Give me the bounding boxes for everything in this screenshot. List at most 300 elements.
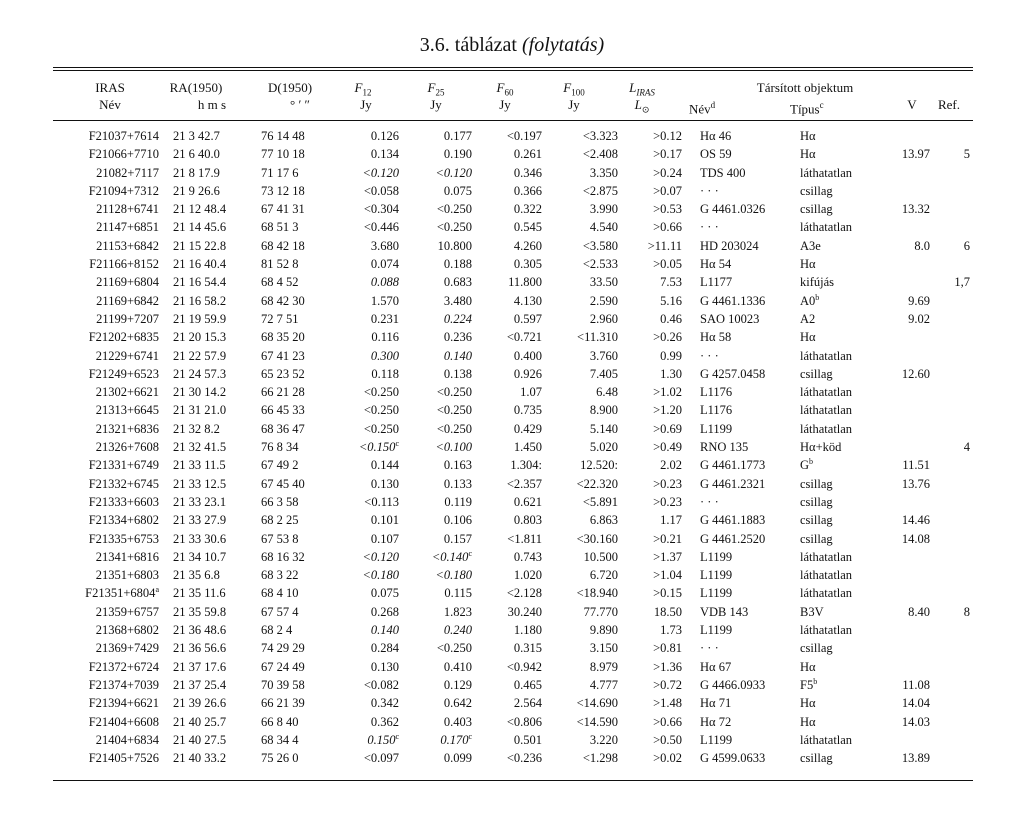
cell-v: 13.97 [901,147,930,162]
cell-dec: 66 8 40 [261,714,299,729]
cell-ref [930,511,970,529]
cell-f60: <0.806 [506,714,542,729]
cell-f25: 1.823 [443,604,472,619]
cell-name: · · · [700,494,719,509]
cell-iras: 21302+6621 [95,385,159,400]
cell-f12: <0.120 [362,549,399,564]
cell-f12: <0.150$^c$ [358,438,399,455]
cell-f60: 0.400 [513,348,542,363]
cell-ref [930,164,970,182]
cell-ref [930,255,970,273]
cell-ref [930,493,970,511]
cell-ref: 8 [963,604,970,619]
cell-type: csillag [800,494,833,509]
cell-iras: 21169+6804 [96,275,159,290]
cell-f25: 0.170$^c$ [440,731,472,747]
cell-f25: 0.190 [443,147,472,162]
cell-f100: 33.50 [589,275,618,290]
cell-f100: <30.160 [576,531,618,546]
cell-f100: 3.220 [589,732,618,747]
cell-f25: 0.188 [443,257,472,272]
cell-f60: <2.357 [506,476,542,491]
table-row [53,621,970,639]
cell-lir: >1.02 [653,385,682,400]
cell-v [888,420,930,438]
cell-f25: 0.075 [443,183,472,198]
cell-v: 11.08 [902,677,930,692]
cell-v: 14.03 [901,714,930,729]
table-row [53,438,970,456]
cell-f100: <18.940 [576,586,618,601]
cell-f25: 0.099 [443,751,472,766]
cell-type: csillag [800,531,833,546]
cell-ra: 21 33 30.6 [173,531,227,546]
cell-dec: 66 21 39 [261,696,305,711]
top-rule-inner [53,70,973,71]
cell-lir: >1.04 [653,568,682,583]
table-row [53,255,970,273]
cell-lir: >11.11 [647,238,682,253]
cell-lir: >0.23 [653,476,682,491]
cell-dec: 66 3 58 [261,494,299,509]
cell-f60: 0.501 [513,732,542,747]
cell-v [888,438,930,456]
cell-f25: 3.480 [443,293,472,308]
header-associated-object: Társított objektum [756,80,854,95]
cell-type: láthatatlan [800,220,853,235]
cell-v [888,566,930,584]
cell-type: A3e [800,238,821,253]
cell-dec: 76 14 48 [261,129,305,143]
cell-name: L1199 [700,568,733,583]
cell-lir: 1.73 [660,623,682,638]
cell-ref [930,475,970,493]
cell-f60: 0.465 [513,677,542,692]
cell-dec: 68 35 20 [261,330,305,345]
cell-name: G 4599.0633 [700,751,766,766]
cell-type: csillag [800,202,833,217]
cell-f12: 0.088 [370,275,399,290]
cell-type: láthatatlan [800,586,853,601]
cell-v: 12.60 [901,366,930,381]
cell-f100: 3.760 [589,348,618,363]
cell-iras: 21153+6842 [96,238,159,253]
cell-ra: 21 6 40.0 [173,147,220,162]
cell-type: Hα [800,129,816,143]
cell-v [888,328,930,346]
cell-ref [930,749,970,767]
cell-iras: 21199+7207 [96,311,159,326]
cell-f25: 0.133 [443,476,472,491]
cell-name: L1177 [700,275,733,290]
cell-f100: 6.720 [589,568,618,583]
cell-f100: <2.533 [582,257,618,272]
cell-ref: 1,7 [954,275,970,290]
cell-f60: 4.260 [513,238,542,253]
cell-lir: >0.50 [653,732,682,747]
cell-f12: <0.250 [363,403,399,418]
cell-ra: 21 16 54.4 [173,275,227,290]
cell-dec: 70 39 58 [261,677,305,692]
cell-lir: >0.24 [653,165,682,180]
cell-f60: 0.621 [513,494,542,509]
header-f100: $F_{100}$ [563,80,585,98]
cell-v [888,255,930,273]
table-row [53,658,970,676]
cell-dec: 67 41 31 [261,202,305,217]
cell-name: G 4461.1883 [700,513,766,528]
cell-ra: 21 30 14.2 [173,385,227,400]
cell-iras: 21341+6816 [95,549,159,564]
cell-dec: 67 45 40 [261,476,305,491]
cell-lir: >0.53 [653,202,682,217]
cell-f100: <5.891 [582,494,618,509]
cell-v [888,182,930,200]
cell-type: láthatatlan [800,732,853,747]
cell-dec: 68 4 10 [261,586,299,601]
cell-f12: <0.304 [363,202,399,217]
cell-type: láthatatlan [800,549,853,564]
cell-type: kifújás [800,275,835,290]
cell-f25: 0.115 [444,586,472,601]
header-f25-unit: Jy [430,97,442,112]
cell-name: Hα 67 [700,659,732,674]
cell-v [888,127,930,145]
cell-v: 14.08 [901,531,930,546]
cell-ref [930,548,970,566]
cell-v: 14.04 [901,696,930,711]
cell-f60: 0.322 [513,202,542,217]
cell-f60: 0.597 [513,311,542,326]
cell-dec: 67 53 8 [261,531,299,546]
cell-f12: 0.101 [370,513,399,528]
cell-dec: 67 49 2 [261,458,299,473]
cell-f25: 0.683 [443,275,472,290]
cell-ra: 21 33 23.1 [173,494,227,509]
table-row [53,639,970,657]
cell-ra: 21 31 21.0 [173,403,227,418]
cell-f60: 0.926 [513,366,542,381]
cell-type: F5$^b$ [800,676,818,692]
header-ra-units: h m s [197,97,227,112]
header-iras-name: Név [99,97,121,112]
header-f12-unit: Jy [360,97,372,112]
cell-ref [930,621,970,639]
cell-name: SAO 10023 [700,311,760,326]
cell-dec: 81 52 8 [261,257,299,272]
cell-lir: >0.17 [653,147,682,162]
cell-f12: <0.120 [362,165,399,180]
table-row [53,127,970,145]
cell-f12: 0.130 [370,476,399,491]
table-row [53,475,970,493]
cell-type: Hα [800,257,816,272]
cell-type: láthatatlan [800,403,853,418]
cell-name: L1199 [700,586,733,601]
cell-f12: 0.140 [370,623,399,638]
cell-name: G 4466.0933 [700,677,766,692]
cell-name: G 4461.1336 [700,293,766,308]
cell-v: 13.76 [901,476,930,491]
cell-v [888,273,930,291]
cell-ra: 21 12 48.4 [173,202,227,217]
cell-f100: <3.580 [582,238,618,253]
data-table-body [53,127,970,767]
cell-lir: >0.66 [653,714,682,729]
cell-ra: 21 24 57.3 [173,366,227,381]
cell-iras: 21369+7429 [95,641,159,656]
cell-type: láthatatlan [800,385,853,400]
cell-f12: 0.075 [370,586,399,601]
cell-f100: 77.770 [583,604,618,619]
cell-iras: F21394+6621 [88,696,159,711]
cell-f60: <0.236 [506,751,542,766]
cell-lir: 1.30 [660,366,682,381]
cell-f100: 3.350 [589,165,618,180]
cell-lir: 5.16 [660,293,682,308]
cell-f100: <22.320 [576,476,618,491]
cell-dec: 67 57 4 [261,604,299,619]
cell-ra: 21 16 58.2 [173,293,227,308]
cell-f12: <0.097 [363,751,399,766]
header-lsun-unit: $L_⊙$ [634,97,650,115]
cell-ref [930,127,970,145]
cell-v [888,639,930,657]
cell-f12: <0.082 [363,677,399,692]
cell-type: csillag [800,513,833,528]
cell-dec: 68 42 30 [261,293,305,308]
header-object-type: Típus$^c$ [790,100,824,117]
cell-f100: <2.408 [582,147,618,162]
cell-ra: 21 19 59.9 [173,311,227,326]
cell-f100: 4.540 [589,220,618,235]
caption-number: 3.6. táblázat [419,34,517,56]
table-row [53,273,970,291]
cell-f25: 0.403 [443,714,472,729]
cell-v [888,383,930,401]
cell-ref [930,566,970,584]
header-rule [53,120,973,121]
cell-dec: 77 10 18 [261,147,305,162]
cell-dec: 68 2 4 [261,623,293,638]
table-row [53,694,970,712]
cell-dec: 68 34 4 [261,732,299,747]
cell-v [888,658,930,676]
cell-iras: F21166+8152 [89,257,159,272]
cell-f25: 0.138 [443,366,472,381]
cell-lir: >0.72 [653,677,682,692]
cell-ra: 21 33 11.5 [173,458,226,473]
cell-f60: 11.800 [508,275,542,290]
cell-f100: 3.990 [589,202,618,217]
cell-name: L1176 [700,385,733,400]
cell-f25: <0.180 [435,568,472,583]
table-caption [0,34,1024,57]
cell-ra: 21 35 6.8 [173,568,220,583]
cell-f60: 1.07 [520,385,542,400]
cell-ra: 21 39 26.6 [173,696,227,711]
cell-dec: 67 24 49 [261,659,305,674]
cell-name: L1199 [700,623,733,638]
cell-f60: <0.197 [506,129,542,143]
table-row [53,566,970,584]
header-f100-unit: Jy [568,97,580,112]
cell-ref [930,584,970,602]
header-f25: $F_{25}$ [427,80,445,98]
cell-ra: 21 37 17.6 [173,659,227,674]
cell-f60: 1.180 [513,623,542,638]
cell-f12: 0.130 [370,659,399,674]
cell-ra: 21 33 12.5 [173,476,227,491]
cell-f12: 0.231 [370,311,399,326]
cell-v [888,401,930,419]
cell-name: RNO 135 [700,440,749,455]
cell-lir: 7.53 [660,275,682,290]
cell-f25: <0.140$^c$ [431,548,472,564]
cell-f60: 0.305 [513,257,542,272]
cell-iras: 21128+6741 [96,202,159,217]
cell-f25: 0.642 [443,696,472,711]
cell-ra: 21 36 48.6 [173,623,227,638]
cell-name: Hα 71 [700,696,732,711]
header-f60-unit: Jy [499,97,511,112]
cell-f100: <1.298 [582,751,618,766]
cell-name: G 4461.2520 [700,531,766,546]
cell-f12: 3.680 [370,238,399,253]
cell-iras: F21333+6603 [88,494,159,509]
cell-iras: F21335+6753 [88,531,159,546]
cell-ra: 21 35 59.8 [173,604,227,619]
cell-f25: 0.140 [443,348,472,363]
cell-f25: 0.157 [443,531,472,546]
cell-f25: 0.236 [443,330,472,345]
cell-lir: >0.05 [653,257,682,272]
cell-lir: >1.36 [653,659,682,674]
header-f12: $F_{12}$ [354,80,372,98]
header-f60: $F_{60}$ [496,80,514,98]
cell-f100: 2.590 [589,293,618,308]
cell-name: L1199 [700,421,733,436]
cell-iras: 21082+7117 [96,165,159,180]
cell-f60: <2.128 [506,586,542,601]
cell-ref [930,182,970,200]
cell-type: Hα [800,714,816,729]
cell-ref [930,676,970,694]
cell-f12: 0.362 [370,714,399,729]
cell-f25: 0.177 [443,129,472,143]
cell-f60: 0.743 [513,549,542,564]
cell-name: Hα 72 [700,714,732,729]
cell-f60: 0.315 [513,641,542,656]
table-row [53,420,970,438]
cell-f12: 0.116 [371,330,399,345]
cell-ref [930,328,970,346]
cell-lir: >0.69 [653,421,682,436]
header-lir: $L_{IRAS}$ [629,80,655,98]
cell-ra: 21 40 33.2 [173,751,227,766]
cell-f12: 0.150$^c$ [367,731,399,747]
cell-f25: <0.120 [435,165,472,180]
caption-note: (folytatás) [521,34,605,56]
cell-f100: 9.890 [589,623,618,638]
cell-name: Hα 46 [700,129,732,143]
cell-dec: 68 4 52 [261,275,299,290]
cell-f60: 2.564 [513,696,542,711]
cell-f60: 1.450 [513,440,542,455]
cell-iras: F21094+7312 [88,183,159,198]
cell-v [888,218,930,236]
table-row [53,347,970,365]
cell-ra: 21 14 45.6 [173,220,227,235]
cell-f100: <2.875 [582,183,618,198]
header-ra: RA(1950) [169,80,223,95]
cell-ra: 21 33 27.9 [173,513,227,528]
cell-f25: <0.250 [436,403,472,418]
table-row [53,493,970,511]
cell-ra: 21 15 22.8 [173,238,227,253]
cell-f60: 0.346 [513,165,542,180]
cell-v: 11.51 [902,458,930,473]
cell-ref [930,292,970,310]
cell-f60: <0.721 [506,330,542,345]
cell-dec: 68 3 22 [261,568,299,583]
table-row [53,182,970,200]
cell-iras: F21351+6804$^a$ [85,585,159,601]
cell-type: csillag [800,751,833,766]
cell-ref [930,456,970,474]
cell-type: A2 [800,311,816,326]
cell-f100: 3.150 [589,641,618,656]
table-row [53,749,970,767]
header-iras: IRAS [95,80,125,95]
cell-lir: 0.46 [660,311,682,326]
cell-name: L1199 [700,732,733,747]
header-v-mag: V [907,97,917,112]
cell-iras: 21359+6757 [95,604,159,619]
cell-v [888,548,930,566]
cell-f12: 0.268 [370,604,399,619]
cell-lir: 18.50 [653,604,682,619]
cell-ra: 21 37 25.4 [173,677,227,692]
cell-f100: 7.405 [589,366,618,381]
cell-f100: 6.863 [589,513,618,528]
table-row [53,164,970,182]
cell-lir: 0.99 [660,348,682,363]
cell-name: Hα 58 [700,330,732,345]
cell-ra: 21 20 15.3 [173,330,227,345]
cell-f12: <0.180 [362,568,399,583]
cell-iras: F21404+6608 [88,714,159,729]
table-row [53,310,970,328]
cell-dec: 68 36 47 [261,421,305,436]
table-row [53,145,970,163]
cell-f12: <0.058 [363,183,399,198]
cell-iras: F21249+6523 [88,366,159,381]
table-row [53,237,970,255]
cell-f60: 0.366 [513,183,542,198]
table-row [53,383,970,401]
cell-f25: 0.106 [443,513,472,528]
cell-ref [930,658,970,676]
cell-ref: 5 [963,147,970,162]
cell-dec: 66 45 33 [261,403,305,418]
cell-f25: 0.163 [443,458,472,473]
cell-f25: <0.250 [436,202,472,217]
cell-f12: 0.342 [370,696,399,711]
cell-f100: 8.900 [589,403,618,418]
cell-f12: <0.250 [363,421,399,436]
cell-type: Hα [800,696,816,711]
